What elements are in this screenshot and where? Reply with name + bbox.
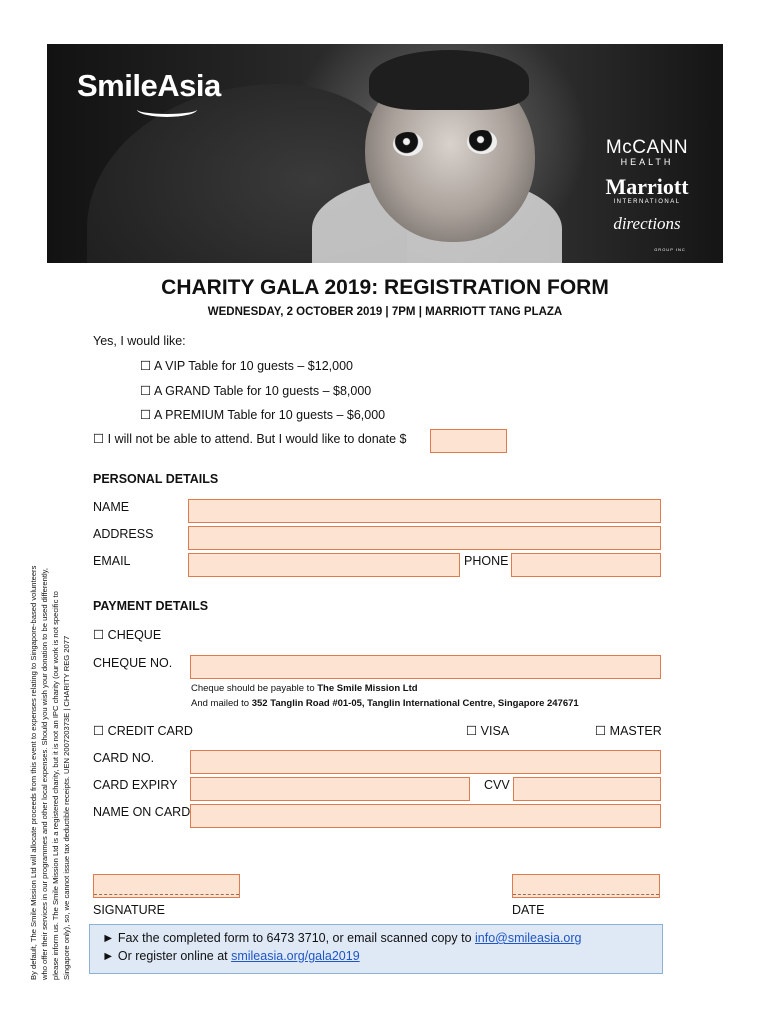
signature-label: SIGNATURE: [93, 903, 165, 917]
smile-arc-icon: [137, 102, 197, 117]
submission-instructions: [89, 924, 663, 974]
disclaimer-line: please inform us. The Smile Mission Ltd is a registered charity, but it is not an IPC charity (our work is not specific to: [51, 591, 60, 980]
marriott-logo: Marriott: [605, 174, 689, 199]
address-label: ADDRESS: [93, 527, 154, 541]
signature-field[interactable]: [93, 874, 240, 898]
online-register-instruction: [102, 949, 360, 963]
disclaimer-line: Singapore only), so, we cannot issue tax deductible receipts. UEN 200720373E | CHARITY REG 2077: [62, 635, 71, 980]
baby-hair-image: [369, 50, 529, 110]
donation-amount-field[interactable]: [430, 429, 507, 453]
cheque-no-label: CHEQUE NO.: [93, 656, 173, 670]
email-field[interactable]: [188, 553, 460, 577]
visa-option[interactable]: ☐ VISA: [466, 724, 510, 738]
fax-email-instruction: [102, 931, 581, 945]
cvv-label: CVV: [484, 778, 510, 792]
card-no-field[interactable]: [190, 750, 661, 774]
event-banner: [47, 44, 723, 263]
online-register-text: ► Or register online at: [102, 949, 232, 963]
fax-email-text: ► Fax the completed form to 6473 3710, or email scanned copy to: [102, 931, 475, 945]
marriott-logo-sub: INTERNATIONAL: [613, 199, 681, 205]
phone-field[interactable]: [511, 553, 661, 577]
disclaimer-line: By default, The Smile Mission Ltd will allocate proceeds from this event to expenses relating to Singapore-based volunteers: [29, 565, 38, 980]
date-field[interactable]: [512, 874, 660, 898]
directions-logo-sub: GROUP INC: [654, 247, 686, 252]
donation-disclaimer: [28, 480, 72, 980]
baby-eye-left: [393, 132, 423, 156]
master-option[interactable]: ☐ MASTER: [595, 724, 662, 738]
intro-text: Yes, I would like:: [93, 334, 186, 348]
name-on-card-field[interactable]: [190, 804, 661, 828]
phone-label: PHONE: [464, 554, 509, 568]
email-label: EMAIL: [93, 554, 131, 568]
cvv-field[interactable]: [513, 777, 661, 801]
cheque-payee: The Smile Mission Ltd: [317, 683, 418, 694]
mccann-logo: McCANN: [605, 137, 689, 158]
form-title: CHARITY GALA 2019: REGISTRATION FORM: [161, 276, 609, 299]
cheque-payable-note: [191, 683, 418, 694]
mailing-prefix: And mailed to: [191, 698, 252, 709]
premium-table-option[interactable]: ☐ A PREMIUM Table for 10 guests – $6,000: [140, 408, 386, 422]
mccann-logo-sub: HEALTH: [620, 157, 674, 167]
disclaimer-line: who offer their services in our programmes and other local expenses. Should you wish your donation to be used differently,: [40, 568, 49, 980]
cheque-payable-prefix: Cheque should be payable to: [191, 683, 318, 694]
name-on-card-label: NAME ON CARD: [93, 805, 191, 819]
baby-eye-right: [467, 130, 497, 154]
mailing-address: 352 Tanglin Road #01-05, Tanglin International Centre, Singapore 247671: [251, 698, 579, 709]
directions-logo: directions: [613, 214, 681, 233]
card-expiry-field[interactable]: [190, 777, 470, 801]
card-no-label: CARD NO.: [93, 751, 155, 765]
payment-details-heading: PAYMENT DETAILS: [93, 599, 209, 613]
email-link[interactable]: info@smileasia.org: [475, 931, 582, 945]
credit-card-option[interactable]: ☐ CREDIT CARD: [93, 724, 193, 738]
vip-table-option[interactable]: ☐ A VIP Table for 10 guests – $12,000: [140, 359, 353, 373]
name-label: NAME: [93, 500, 130, 514]
personal-details-heading: PERSONAL DETAILS: [93, 472, 219, 486]
smileasia-logo-text: SmileAsia: [77, 68, 221, 103]
smileasia-logo: [77, 68, 221, 104]
cheque-no-field[interactable]: [190, 655, 661, 679]
cheque-option[interactable]: ☐ CHEQUE: [93, 628, 162, 642]
name-field[interactable]: [188, 499, 661, 523]
grand-table-option[interactable]: ☐ A GRAND Table for 10 guests – $8,000: [140, 384, 372, 398]
address-field[interactable]: [188, 526, 661, 550]
donate-option[interactable]: ☐ I will not be able to attend. But I would like to donate $: [93, 432, 407, 446]
mailing-address-note: [191, 698, 579, 709]
card-expiry-label: CARD EXPIRY: [93, 778, 178, 792]
register-link[interactable]: smileasia.org/gala2019: [231, 949, 360, 963]
event-details: WEDNESDAY, 2 OCTOBER 2019 | 7PM | MARRIOTT TANG PLAZA: [207, 306, 563, 318]
date-label: DATE: [512, 903, 545, 917]
